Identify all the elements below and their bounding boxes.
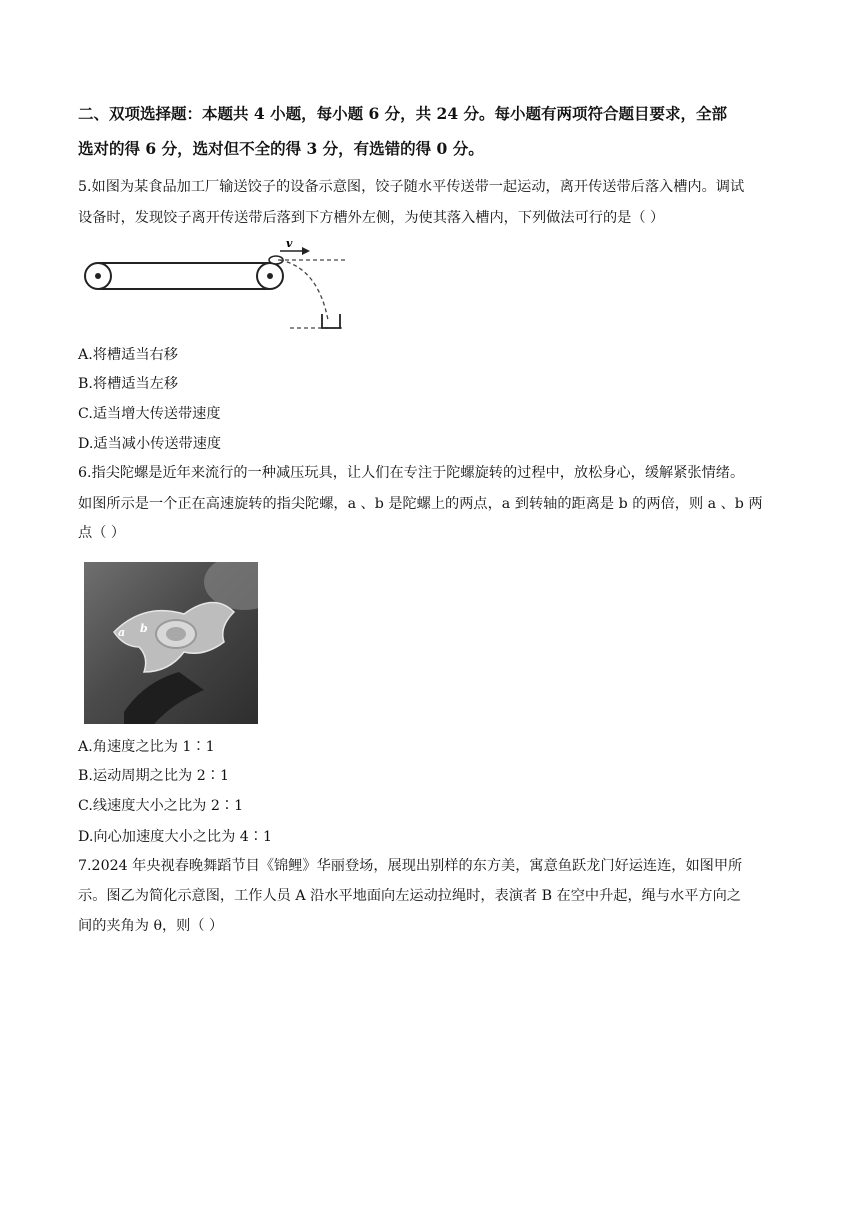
point-a-label: a [118,626,126,639]
fidget-spinner-photo [84,562,258,724]
point-b-label: b [140,622,148,635]
trough [322,314,340,328]
velocity-arrow-head [302,247,310,255]
q5-option-a: A.将槽适当右移 [78,347,178,363]
q6-stem-line-3: 点（ ） [78,525,126,541]
q7-stem-line-1: 7.2024 年央视春晚舞蹈节目《锦鲤》华丽登场，展现出别样的东方美，寓意鱼跃龙门好运连连，如图甲所 [78,858,743,874]
q7-stem-line-3: 间的夹角为 θ，则（ ） [78,918,224,934]
section-heading-line-2: 选对的得 6 分，选对但不全的得 3 分，有选错的得 0 分。 [78,139,484,158]
q5-option-c: C.适当增大传送带速度 [78,406,221,422]
conveyor-figure [80,236,355,336]
q6-stem-line-2: 如图所示是一个正在高速旋转的指尖陀螺，a 、b 是陀螺上的两点，a 到转轴的距离是 b 的两倍，则 a 、b 两 [78,496,763,512]
q5-stem-line-1: 5.如图为某食品加工厂输送饺子的设备示意图，饺子随水平传送带一起运动，离开传送带后落入槽内。调试 [78,179,745,195]
trajectory-dashed [280,260,328,320]
q6-option-a: A.角速度之比为 1∶1 [78,739,215,755]
q7-stem-line-2: 示。图乙为简化示意图，工作人员 A 沿水平地面向左运动拉绳时，表演者 B 在空中升起，绳与水平方向之 [78,888,741,904]
q6-option-d: D.向心加速度大小之比为 4∶1 [78,829,273,845]
section-heading-line-1: 二、双项选择题：本题共 4 小题，每小题 6 分，共 24 分。每小题有两项符合题目要求，全部 [78,104,728,123]
q5-option-b: B.将槽适当左移 [78,376,179,392]
q5-stem-line-2: 设备时，发现饺子离开传送带后落到下方槽外左侧，为使其落入槽内，下列做法可行的是（ ） [78,210,665,226]
q6-option-b: B.运动周期之比为 2∶1 [78,768,229,784]
right-pulley-axle [267,273,273,279]
q5-option-d: D.适当减小传送带速度 [78,436,222,452]
left-pulley-axle [95,273,101,279]
velocity-label: v [286,237,293,250]
q6-option-c: C.线速度大小之比为 2∶1 [78,798,244,814]
fidget-spinner-illustration [84,562,258,724]
q6-stem-line-1: 6.指尖陀螺是近年来流行的一种减压玩具，让人们在专注于陀螺旋转的过程中，放松身心，缓解紧张情绪。 [78,465,745,481]
